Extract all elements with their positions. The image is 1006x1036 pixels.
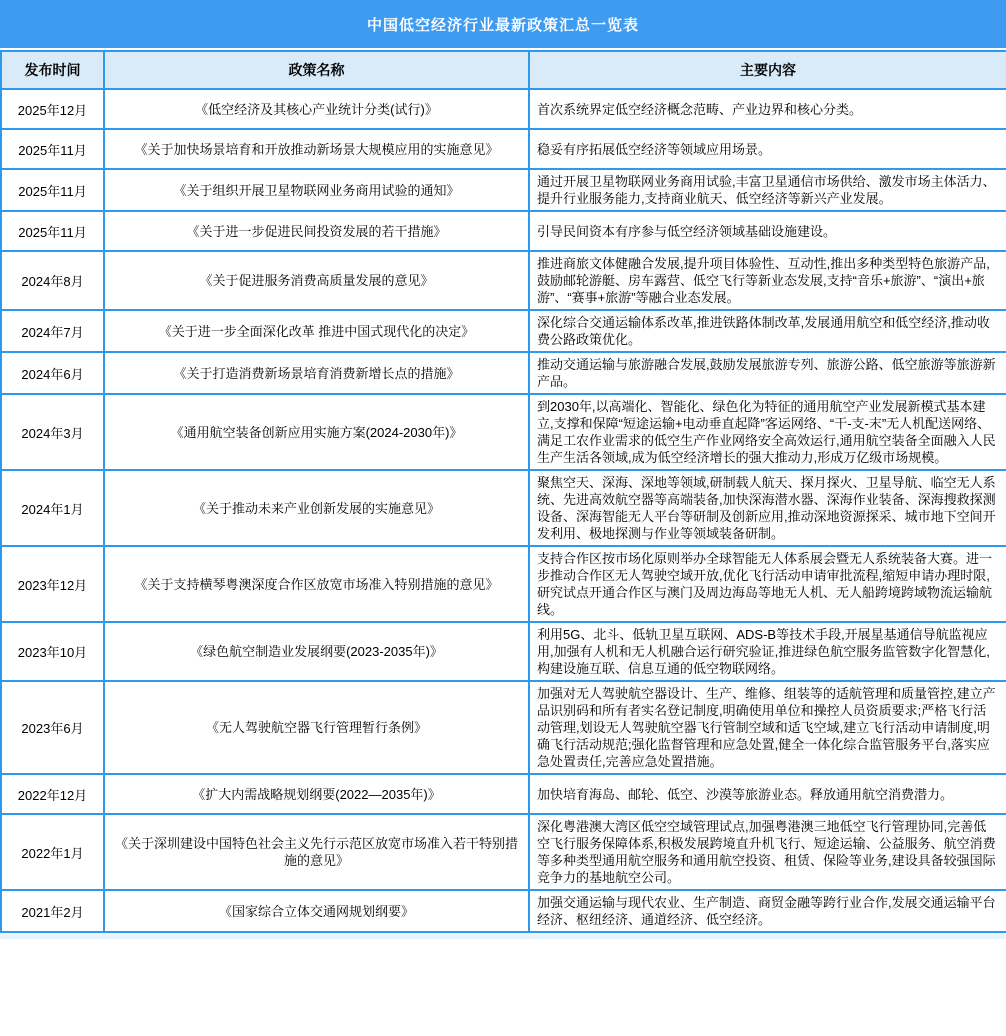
row-main-content: 加强交通运输与现代农业、生产制造、商贸金融等跨行业合作,发展交通运输平台经济、枢纽经济、通道经济、低空经济。: [529, 890, 1006, 932]
row-date: 2023年12月: [1, 546, 104, 622]
table-row: [1, 814, 1006, 890]
row-date: 2025年11月: [1, 169, 104, 211]
row-policy-name: 《国家综合立体交通网规划纲要》: [104, 890, 529, 932]
row-policy-name: 《关于推动未来产业创新发展的实施意见》: [104, 470, 529, 546]
row-date: 2022年12月: [1, 774, 104, 814]
table-row: [1, 774, 1006, 814]
table-row: [1, 169, 1006, 211]
row-main-content: 首次系统界定低空经济概念范畴、产业边界和核心分类。: [529, 89, 1006, 129]
row-main-content: 推动交通运输与旅游融合发展,鼓励发展旅游专列、旅游公路、低空旅游等旅游新产品。: [529, 352, 1006, 394]
row-main-content: 推进商旅文体健融合发展,提升项目体验性、互动性,推出多种类型特色旅游产品,鼓励邮轮游艇、房车露营、低空飞行等新业态发展,支持“音乐+旅游”、“演出+旅游”、“赛事+旅游”等融合业态发展。: [529, 251, 1006, 310]
row-policy-name: 《关于促进服务消费高质量发展的意见》: [104, 251, 529, 310]
header-row: [1, 51, 1006, 89]
row-policy-name: 《关于进一步促进民间投资发展的若干措施》: [104, 211, 529, 251]
title-banner: [0, 0, 1006, 48]
row-date: 2024年6月: [1, 352, 104, 394]
table-body: [1, 89, 1006, 932]
row-main-content: 到2030年,以高端化、智能化、绿色化为特征的通用航空产业发展新模式基本建立,支撑和保障“短途运输+电动垂直起降”客运网络、“干-支-末”无人机配送网络、满足工农作业需求的低空生产作业网络安全高效运行,通用航空装备全面融入人民生产生活各领域,成为低空经济增长的强大推动力,形成万亿级市场规模。: [529, 394, 1006, 470]
table-row: [1, 394, 1006, 470]
row-date: 2025年12月: [1, 89, 104, 129]
table-row: [1, 546, 1006, 622]
row-main-content: 通过开展卫星物联网业务商用试验,丰富卫星通信市场供给、激发市场主体活力、提升行业服务能力,支持商业航天、低空经济等新兴产业发展。: [529, 169, 1006, 211]
row-date: 2024年7月: [1, 310, 104, 352]
row-main-content: 深化综合交通运输体系改革,推进铁路体制改革,发展通用航空和低空经济,推动收费公路政策优化。: [529, 310, 1006, 352]
footer-strip: [0, 933, 1006, 939]
row-main-content: 深化粤港澳大湾区低空空域管理试点,加强粤港澳三地低空飞行管理协同,完善低空飞行服务保障体系,积极发展跨境直升机飞行、短途运输、公益服务、航空消费等多种类型通用航空服务和通用航空投资、租赁、保险等业务,建设具备较强国际竞争力的基地航空公司。: [529, 814, 1006, 890]
table-row: [1, 251, 1006, 310]
row-policy-name: 《关于打造消费新场景培育消费新增长点的措施》: [104, 352, 529, 394]
table-header: [1, 51, 1006, 89]
row-main-content: 稳妥有序拓展低空经济等领域应用场景。: [529, 129, 1006, 169]
table-row: [1, 470, 1006, 546]
row-policy-name: 《扩大内需战略规划纲要(2022—2035年)》: [104, 774, 529, 814]
table-row: [1, 681, 1006, 774]
column-header-content: 主要内容: [529, 51, 1006, 89]
table-row: [1, 89, 1006, 129]
table-row: [1, 622, 1006, 681]
row-main-content: 支持合作区按市场化原则举办全球智能无人体系展会暨无人系统装备大赛。进一步推动合作区无人驾驶空域开放,优化飞行活动申请审批流程,缩短申请办理时限,研究试点开通合作区与澳门及周边海岛等地无人机、无人船跨境跨域物流运输航线。: [529, 546, 1006, 622]
row-date: 2024年3月: [1, 394, 104, 470]
row-policy-name: 《绿色航空制造业发展纲要(2023-2035年)》: [104, 622, 529, 681]
table-row: [1, 211, 1006, 251]
row-main-content: 引导民间资本有序参与低空经济领域基础设施建设。: [529, 211, 1006, 251]
row-main-content: 聚焦空天、深海、深地等领域,研制载人航天、探月探火、卫星导航、临空无人系统、先进高效航空器等高端装备,加快深海潜水器、深海作业装备、深海搜救探测设备、深海智能无人平台等研制及创新应用,推动深地资源探采、城市地下空间开发利用、极地探测与作业等领域装备研制。: [529, 470, 1006, 546]
row-date: 2022年1月: [1, 814, 104, 890]
row-policy-name: 《通用航空装备创新应用实施方案(2024-2030年)》: [104, 394, 529, 470]
table-row: [1, 129, 1006, 169]
row-policy-name: 《低空经济及其核心产业统计分类(试行)》: [104, 89, 529, 129]
row-date: 2024年8月: [1, 251, 104, 310]
row-date: 2025年11月: [1, 211, 104, 251]
row-policy-name: 《关于进一步全面深化改革 推进中国式现代化的决定》: [104, 310, 529, 352]
policy-table: [0, 50, 1006, 933]
table-row: [1, 352, 1006, 394]
row-policy-name: 《关于支持横琴粤澳深度合作区放宽市场准入特别措施的意见》: [104, 546, 529, 622]
row-date: 2023年10月: [1, 622, 104, 681]
row-date: 2024年1月: [1, 470, 104, 546]
table-row: [1, 890, 1006, 932]
row-policy-name: 《无人驾驶航空器飞行管理暂行条例》: [104, 681, 529, 774]
column-header-date: 发布时间: [1, 51, 104, 89]
column-header-policy: 政策名称: [104, 51, 529, 89]
row-date: 2021年2月: [1, 890, 104, 932]
row-policy-name: 《关于深圳建设中国特色社会主义先行示范区放宽市场准入若干特别措施的意见》: [104, 814, 529, 890]
table-row: [1, 310, 1006, 352]
row-policy-name: 《关于加快场景培育和开放推动新场景大规模应用的实施意见》: [104, 129, 529, 169]
row-date: 2025年11月: [1, 129, 104, 169]
row-main-content: 加快培育海岛、邮轮、低空、沙漠等旅游业态。释放通用航空消费潜力。: [529, 774, 1006, 814]
row-main-content: 利用5G、北斗、低轨卫星互联网、ADS-B等技术手段,开展星基通信导航监视应用,加强有人机和无人机融合运行研究验证,推进绿色航空服务监管数字化智慧化,构建设施互联、信息互通的低空物联网络。: [529, 622, 1006, 681]
row-date: 2023年6月: [1, 681, 104, 774]
row-policy-name: 《关于组织开展卫星物联网业务商用试验的通知》: [104, 169, 529, 211]
page-title: 中国低空经济行业最新政策汇总一览表: [366, 16, 639, 34]
row-main-content: 加强对无人驾驶航空器设计、生产、维修、组装等的适航管理和质量管控,建立产品识别码和所有者实名登记制度,明确使用单位和操控人员资质要求;严格飞行活动管理,划设无人驾驶航空器飞行管制空域和适飞空域,建立飞行活动申请制度,明确飞行活动规范;强化监督管理和应急处置,健全一体化综合监管服务平台,落实应急处置责任,完善应急处置措施。: [529, 681, 1006, 774]
